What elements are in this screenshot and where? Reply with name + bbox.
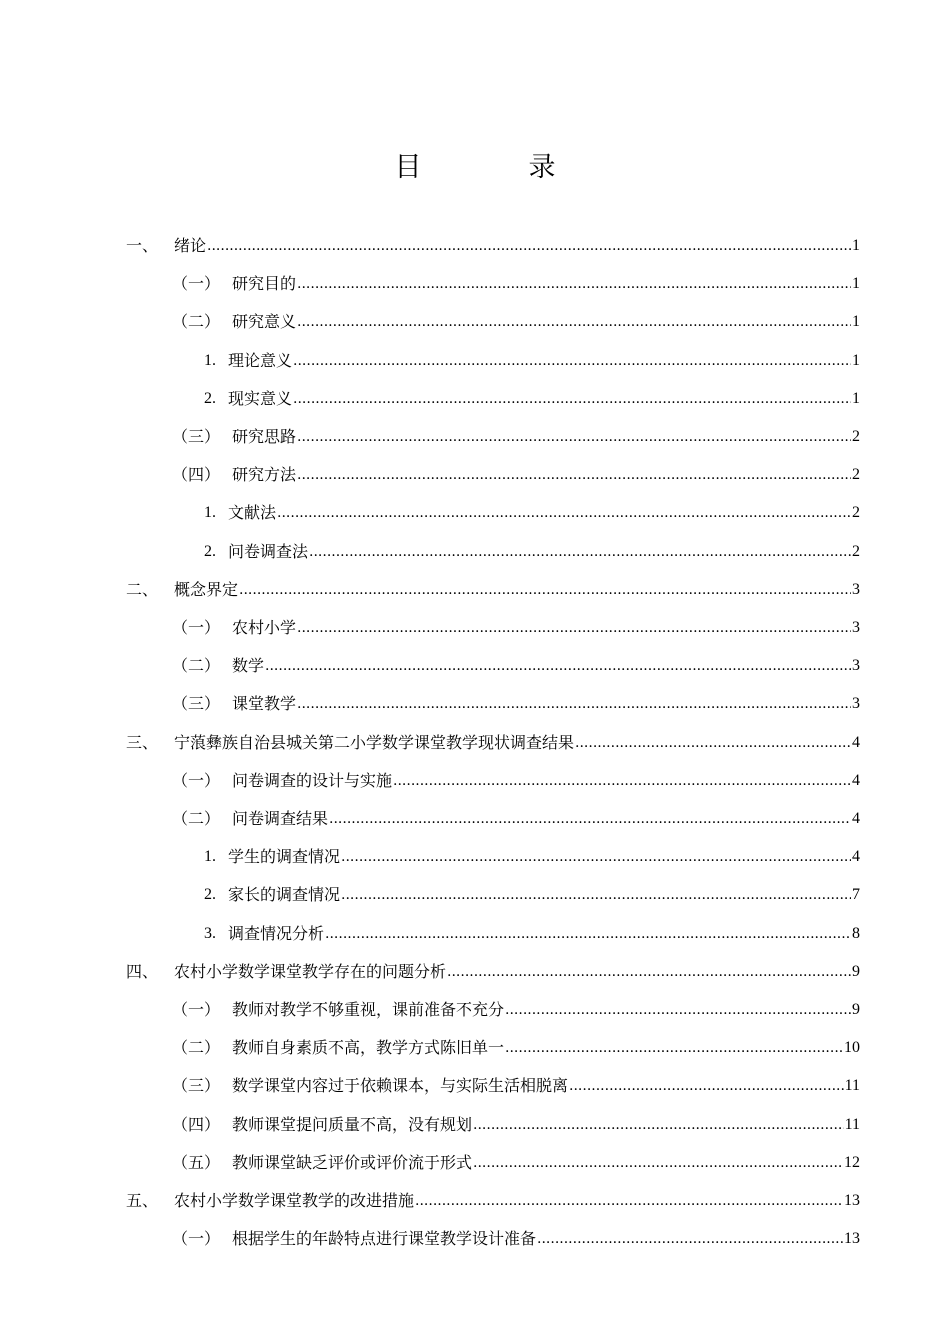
page-title: 目 录: [394, 152, 596, 183]
toc-entry-title: 课堂教学: [232, 694, 297, 714]
toc-entry-page-number: 3: [852, 619, 860, 636]
toc-entry[interactable]: [172, 1211, 860, 1249]
toc-dot-leader: [329, 809, 851, 829]
toc-entry-page-number: 11: [844, 1115, 860, 1133]
toc-entry[interactable]: [204, 333, 860, 371]
toc-entry-title: 研究意义: [232, 312, 297, 332]
toc-entry-title: 宁蒗彝族自治县城关第二小学数学课堂教学现状调查结果: [174, 732, 575, 752]
toc-entry-page-number: 3: [852, 695, 860, 713]
toc-entry-page-number: 4: [852, 810, 860, 827]
toc-entry-number: （二）: [172, 656, 221, 676]
toc-dot-leader: [505, 1000, 851, 1020]
toc-dot-leader: [293, 351, 851, 371]
toc-entry-page-number: 9: [852, 1001, 860, 1018]
toc-dot-leader: [297, 427, 851, 447]
toc-entry[interactable]: [204, 524, 860, 562]
toc-entry-title: 绪论: [174, 236, 207, 255]
toc-entry-page-number: 1: [852, 237, 860, 254]
toc-entry-number: （一）: [172, 618, 221, 637]
toc-dot-leader: [393, 771, 851, 791]
toc-entry-number: 2.: [204, 542, 216, 560]
toc-entry-title: 文献法: [228, 503, 277, 523]
toc-dot-leader: [415, 1191, 843, 1211]
toc-entry-title: 教师自身素质不高，教学方式陈旧单一: [232, 1038, 505, 1058]
toc-entry-title: 问卷调查的设计与实施: [232, 770, 393, 790]
toc-entry-page-number: 2: [852, 428, 860, 445]
toc-entry-page-number: 1: [852, 351, 860, 369]
toc-entry[interactable]: [126, 218, 860, 256]
toc-entry-number: 五、: [126, 1191, 159, 1210]
toc-dot-leader: [207, 236, 851, 256]
toc-entry-number: （一）: [172, 1000, 221, 1019]
toc-entry[interactable]: [172, 1135, 860, 1173]
toc-entry-number: 1.: [204, 848, 216, 866]
toc-entry-page-number: 4: [852, 733, 860, 751]
toc-entry-page-number: 11: [844, 1077, 860, 1095]
toc-dot-leader: [447, 962, 851, 982]
toc-entry[interactable]: [172, 791, 860, 829]
toc-entry-page-number: 2: [852, 504, 860, 522]
toc-entry-number: 三、: [126, 732, 159, 752]
toc-entry-title: 调查情况分析: [228, 923, 325, 943]
toc-entry-title: 农村小学: [232, 618, 297, 637]
toc-dot-leader: [277, 503, 851, 523]
toc-dot-leader: [293, 389, 851, 409]
toc-dot-leader: [239, 580, 851, 600]
toc-entry[interactable]: [172, 676, 860, 714]
toc-entry-title: 农村小学数学课堂教学存在的问题分析: [174, 961, 447, 981]
toc-entry-number: （五）: [172, 1152, 221, 1172]
toc-entry-page-number: 13: [844, 1230, 860, 1248]
toc-entry-number: 2.: [204, 389, 216, 407]
toc-entry-number: 3.: [204, 924, 216, 942]
toc-dot-leader: [537, 1229, 843, 1249]
toc-entry-title: 研究方法: [232, 465, 297, 485]
toc-entry-page-number: 9: [852, 962, 860, 980]
toc-entry-title: 数学课堂内容过于依赖课本，与实际生活相脱离: [232, 1076, 569, 1096]
toc-entry[interactable]: [172, 409, 860, 447]
toc-entry-title: 教师对教学不够重视，课前准备不充分: [232, 1000, 505, 1019]
toc-entry-title: 数学: [232, 656, 265, 676]
toc-entry[interactable]: [172, 753, 860, 791]
toc-entry[interactable]: [126, 944, 860, 982]
toc-entry[interactable]: [172, 638, 860, 676]
toc-entry[interactable]: [126, 1173, 860, 1211]
toc-entry-title: 研究思路: [232, 427, 297, 446]
toc-entry-page-number: 1: [852, 389, 860, 407]
toc-entry-number: （一）: [172, 770, 221, 790]
toc-entry-number: 一、: [126, 236, 159, 255]
toc-entry-number: 1.: [204, 351, 216, 369]
toc-dot-leader: [341, 885, 851, 905]
toc-entry-title: 概念界定: [174, 579, 239, 599]
toc-entry-page-number: 3: [852, 580, 860, 598]
toc-dot-leader: [325, 924, 851, 944]
toc-entry-number: 2.: [204, 886, 216, 904]
toc-entry-number: （三）: [172, 694, 221, 714]
toc-dot-leader: [473, 1153, 843, 1173]
toc-entry[interactable]: [172, 982, 860, 1020]
toc-entry-number: 二、: [126, 579, 159, 599]
toc-entry-page-number: 7: [852, 886, 860, 904]
toc-entry-number: （一）: [172, 1229, 221, 1249]
toc-entry[interactable]: [126, 562, 860, 600]
toc-entry-number: （一）: [172, 274, 221, 294]
toc-entry[interactable]: [172, 447, 860, 485]
toc-dot-leader: [309, 542, 851, 562]
toc-entry-title: 教师课堂缺乏评价或评价流于形式: [232, 1152, 473, 1172]
toc-entry-number: （二）: [172, 312, 221, 332]
toc-entry[interactable]: [172, 600, 860, 638]
toc-entry[interactable]: [204, 829, 860, 867]
toc-entry-title: 理论意义: [228, 350, 293, 370]
toc-entry-page-number: 8: [852, 924, 860, 942]
toc-entry-title: 根据学生的年龄特点进行课堂教学设计准备: [232, 1229, 537, 1249]
toc-dot-leader: [297, 694, 851, 714]
toc-entry-number: （三）: [172, 1076, 221, 1096]
toc-entry-number: （四）: [172, 1114, 221, 1134]
toc-entry-title: 学生的调查情况: [228, 847, 341, 867]
toc-entry[interactable]: [172, 1097, 860, 1135]
toc-dot-leader: [569, 1076, 844, 1096]
toc-entry-page-number: 4: [852, 848, 860, 866]
toc-entry-title: 农村小学数学课堂教学的改进措施: [174, 1191, 415, 1210]
toc-entry-title: 研究目的: [232, 274, 297, 294]
toc-entry[interactable]: [172, 256, 860, 294]
toc-dot-leader: [505, 1038, 843, 1058]
toc-entry-page-number: 12: [844, 1153, 860, 1171]
toc-entry-page-number: 4: [852, 771, 860, 789]
toc-entry-title: 教师课堂提问质量不高，没有规划: [232, 1114, 473, 1134]
toc-dot-leader: [297, 465, 851, 485]
toc-dot-leader: [297, 312, 851, 332]
toc-entry[interactable]: [204, 371, 860, 409]
toc-entry-number: （三）: [172, 427, 221, 446]
toc-entry-number: （四）: [172, 465, 221, 485]
toc-entry-title: 现实意义: [228, 388, 293, 408]
toc-entry-title: 家长的调查情况: [228, 885, 341, 905]
toc-entry[interactable]: [204, 906, 860, 944]
toc-dot-leader: [575, 733, 851, 753]
toc-dot-leader: [297, 274, 851, 294]
toc-entry-page-number: 10: [844, 1039, 860, 1057]
toc-entry-number: （二）: [172, 809, 221, 828]
toc-entry[interactable]: [126, 715, 860, 753]
toc-entry-page-number: 1: [852, 275, 860, 293]
toc-entry[interactable]: [172, 1020, 860, 1058]
toc-dot-leader: [341, 847, 851, 867]
toc-entry-page-number: 2: [852, 542, 860, 560]
toc-entry-title: 问卷调查结果: [232, 809, 329, 828]
toc-dot-leader: [297, 618, 851, 638]
toc-entry-page-number: 3: [852, 657, 860, 675]
toc-entry-page-number: 13: [844, 1192, 860, 1209]
toc-entry[interactable]: [172, 1058, 860, 1096]
toc-dot-leader: [473, 1115, 844, 1135]
toc-entry[interactable]: [204, 867, 860, 905]
toc-entry-page-number: 1: [852, 313, 860, 331]
toc-entry[interactable]: [204, 485, 860, 523]
toc-entry-number: 1.: [204, 504, 216, 522]
toc-entry-number: （二）: [172, 1038, 221, 1058]
toc-entry[interactable]: [172, 294, 860, 332]
toc-entry-number: 四、: [126, 961, 159, 981]
toc-dot-leader: [265, 656, 851, 676]
toc-entry-title: 问卷调查法: [228, 541, 309, 561]
toc-entry-page-number: 2: [852, 466, 860, 484]
